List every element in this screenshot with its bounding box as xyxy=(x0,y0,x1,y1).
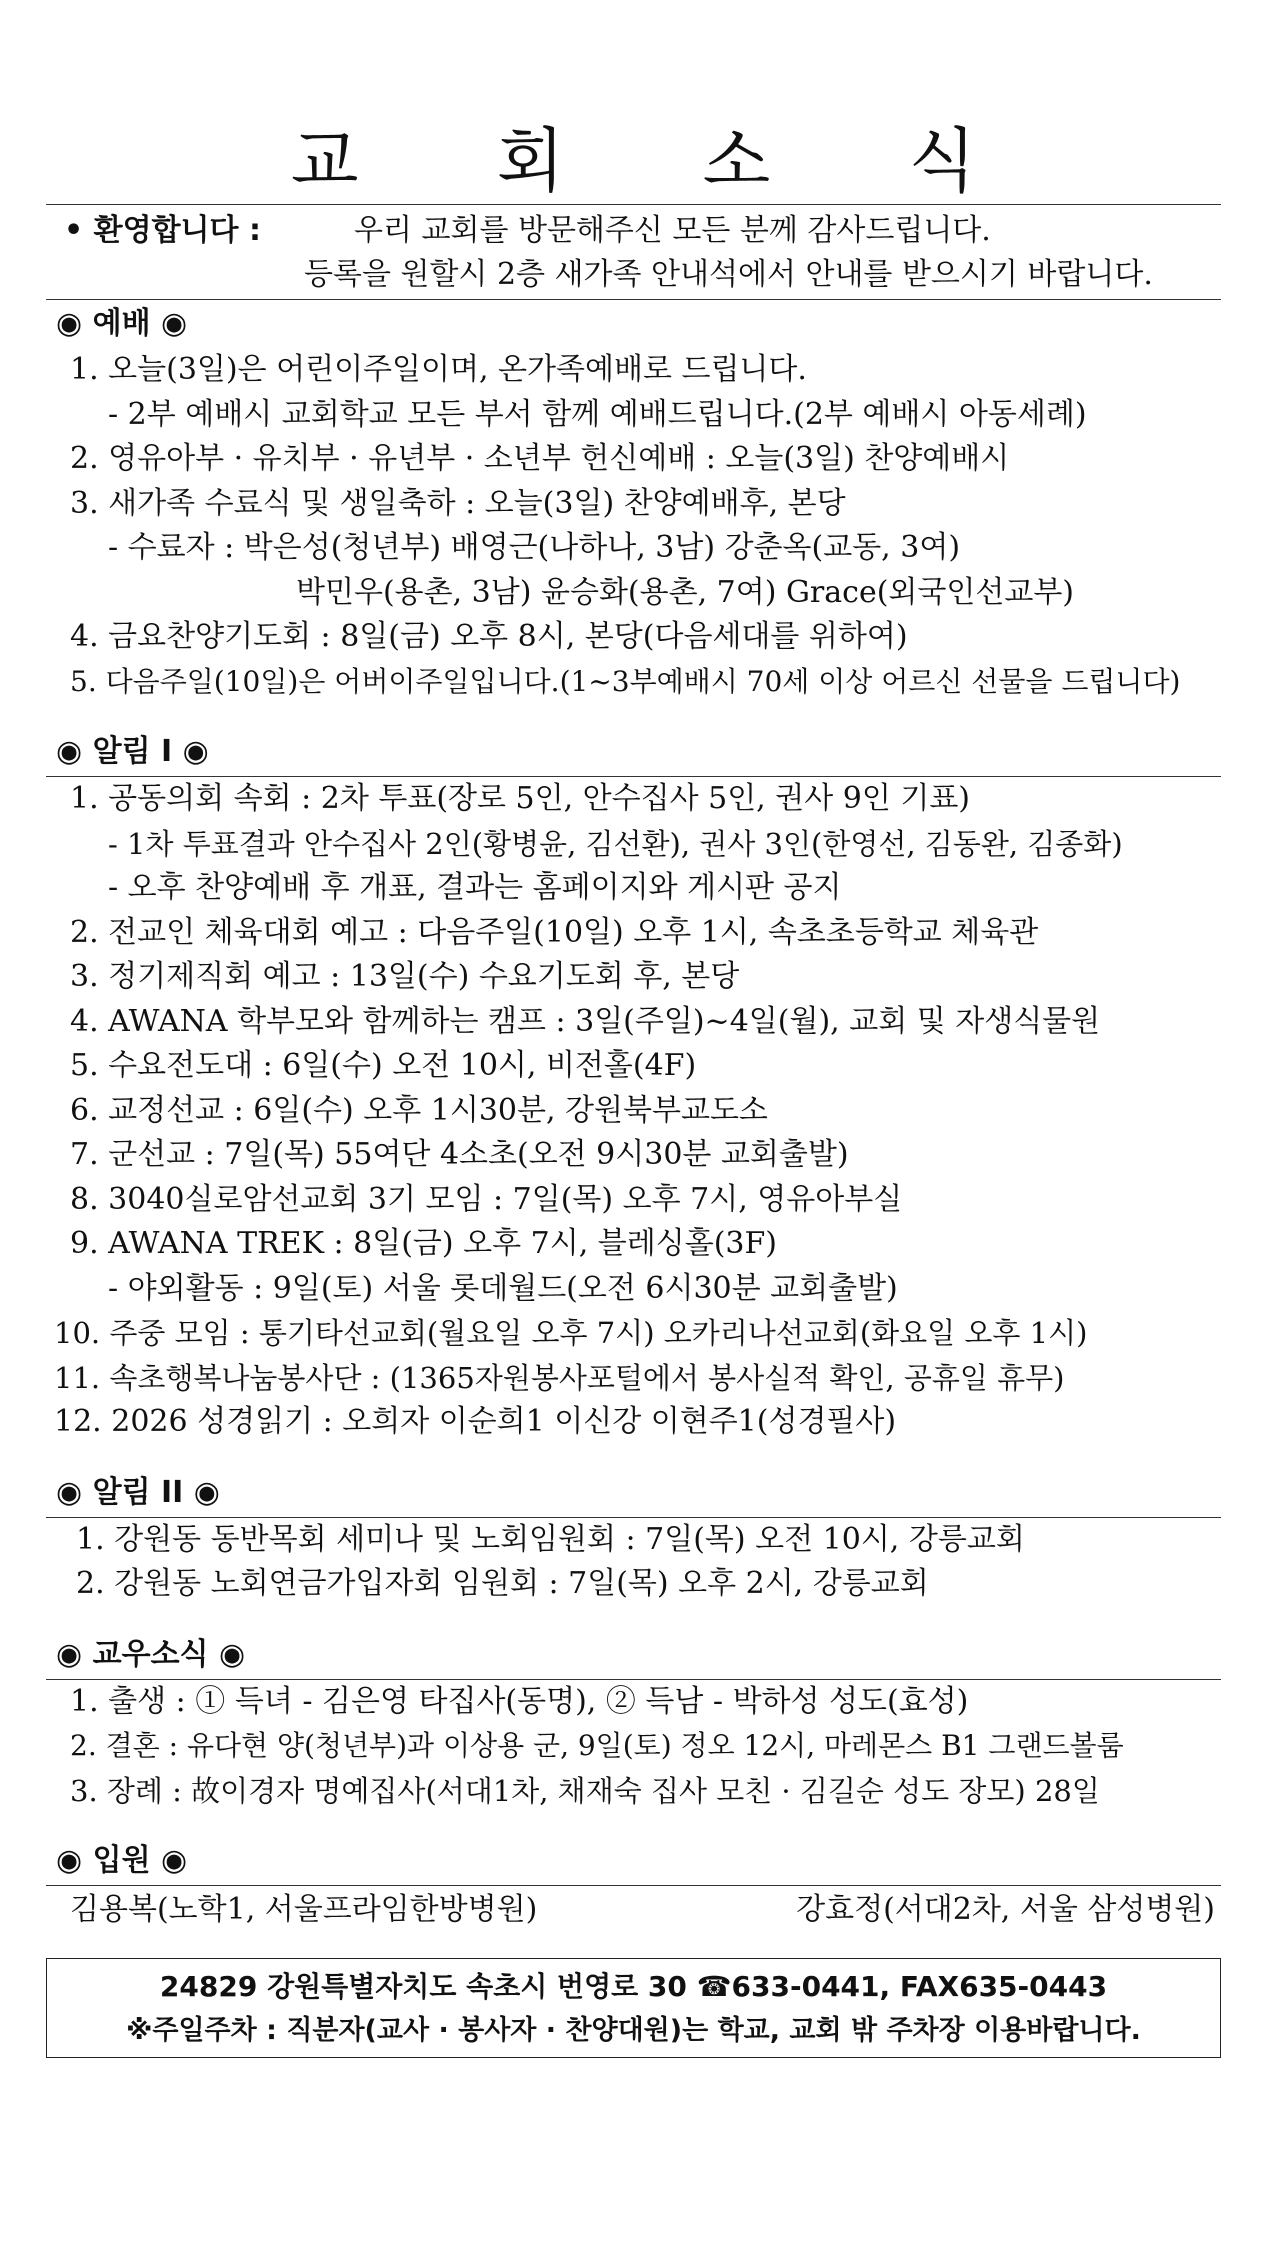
list-item: 11. 속초행복나눔봉사단 : (1365자원봉사포털에서 봉사실적 확인, 공휴일 휴무) xyxy=(54,1360,1065,1395)
list-item: 3. 정기제직회 예고 : 13일(수) 수요기도회 후, 본당 xyxy=(70,959,740,994)
section-heading-hospital: ◉ 입원 ◉ xyxy=(56,1843,188,1878)
list-item: 10. 주중 모임 : 통기타선교회(월요일 오후 7시) 오카리나선교회(화요일 오후 1시) xyxy=(54,1316,1088,1350)
worship-list xyxy=(46,348,1221,704)
list-item: - 야외활동 : 9일(토) 서울 롯데월드(오전 6시30분 교회출발) xyxy=(108,1270,898,1306)
list-item: - 수료자 : 박은성(청년부) 배영근(나하나, 3남) 강춘옥(교동, 3여) xyxy=(108,530,961,565)
page-title: 교 회 소 식 xyxy=(290,120,1035,202)
list-item: 1. 오늘(3일)은 어린이주일이며, 온가족예배로 드립니다. xyxy=(70,352,807,387)
parking-notice: ※주일주차 : 직분자(교사 · 봉사자 · 찬양대원)는 학교, 교회 밖 주차장 이용바랍니다. xyxy=(126,2015,1141,2046)
list-item: 2. 강원동 노회연금가입자회 임원회 : 7일(목) 오후 2시, 강릉교회 xyxy=(76,1566,929,1601)
list-item: 7. 군선교 : 7일(목) 55여단 4소초(오전 9시30분 교회출발) xyxy=(70,1137,849,1172)
church-address: 24829 강원특별자치도 속초시 번영로 30 ☎633-0441, FAX635-0443 xyxy=(159,1970,1108,2003)
list-item: 12. 2026 성경읽기 : 오희자 이순희1 이신강 이현주1(성경필사) xyxy=(54,1404,897,1439)
bulletin-page xyxy=(46,118,1221,2058)
hospital-entry: 강효정(서대2차, 서울 삼성병원) xyxy=(796,1892,1215,1927)
welcome-line: 등록을 원할시 2층 새가족 안내석에서 안내를 받으시기 바랍니다. xyxy=(304,257,1153,292)
list-item: 5. 수요전도대 : 6일(수) 오전 10시, 비전홀(4F) xyxy=(70,1048,697,1083)
list-item: - 1차 투표결과 안수집사 2인(황병윤, 김선환), 권사 3인(한영선, 김동완, 김종화) xyxy=(108,826,1123,861)
list-item: 1. 공동의회 속회 : 2차 투표(장로 5인, 안수집사 5인, 권사 9인 기표) xyxy=(70,781,971,816)
section-heading-members: ◉ 교우소식 ◉ xyxy=(56,1636,246,1672)
list-item: 9. AWANA TREK : 8일(금) 오후 7시, 블레싱홀(3F) xyxy=(70,1226,778,1261)
notice1-list xyxy=(46,777,1221,1445)
list-item: 4. 금요찬양기도회 : 8일(금) 오후 8시, 본당(다음세대를 위하여) xyxy=(70,619,908,654)
list-item: 3. 새가족 수료식 및 생일축하 : 오늘(3일) 찬양예배후, 본당 xyxy=(70,485,846,521)
section-heading-notice1: ◉ 알림 I ◉ xyxy=(56,734,209,769)
list-item: 2. 영유아부 · 유치부 · 유년부 · 소년부 헌신예배 : 오늘(3일) 찬양예배시 xyxy=(70,441,1010,476)
hospital-entry: 김용복(노학1, 서울프라임한방병원) xyxy=(70,1892,538,1927)
welcome-label: • 환영합니다 : xyxy=(64,213,261,248)
welcome-block xyxy=(46,205,1221,299)
footer-box xyxy=(46,1958,1221,2058)
list-item: - 오후 찬양예배 후 개표, 결과는 홈페이지와 게시판 공지 xyxy=(108,870,842,905)
list-item: 3. 장례 : 故이경자 명예집사(서대1차, 채재숙 집사 모친 · 김길순 성도 장모) 28일 xyxy=(70,1773,1100,1808)
hospital-row xyxy=(46,1886,1221,1936)
section-heading-worship: ◉ 예배 ◉ xyxy=(56,306,188,341)
notice2-list xyxy=(46,1518,1221,1607)
list-item: 4. AWANA 학부모와 함께하는 캠프 : 3일(주일)~4일(월), 교회 및 자생식물원 xyxy=(70,1003,1101,1039)
section-heading-notice2: ◉ 알림 II ◉ xyxy=(56,1474,220,1510)
list-item: 2. 결혼 : 유다현 양(청년부)과 이상용 군, 9일(토) 정오 12시, 마레몬스 B1 그랜드볼룸 xyxy=(70,1729,1124,1762)
members-list xyxy=(46,1680,1221,1814)
list-item: 1. 출생 : ① 득녀 - 김은영 타집사(동명), ② 득남 - 박하성 성도(효성) xyxy=(70,1683,969,1719)
list-item: 8. 3040실로암선교회 3기 모임 : 7일(목) 오후 7시, 영유아부실 xyxy=(70,1181,903,1217)
welcome-line: 우리 교회를 방문해주신 모든 분께 감사드립니다. xyxy=(354,213,991,248)
list-item: - 2부 예배시 교회학교 모든 부서 함께 예배드립니다.(2부 예배시 아동세례) xyxy=(108,396,1087,432)
list-item: 6. 교정선교 : 6일(수) 오후 1시30분, 강원북부교도소 xyxy=(70,1092,768,1128)
list-item: 2. 전교인 체육대회 예고 : 다음주일(10일) 오후 1시, 속초초등학교 체육관 xyxy=(70,914,1039,950)
list-item: 5. 다음주일(10일)은 어버이주일입니다.(1~3부예배시 70세 이상 어르신 선물을 드립니다) xyxy=(70,664,1181,698)
list-item: 1. 강원동 동반목회 세미나 및 노회임원회 : 7일(목) 오전 10시, 강릉교회 xyxy=(76,1521,1025,1557)
list-item: 박민우(용촌, 3남) 윤승화(용촌, 7여) Grace(외국인선교부) xyxy=(296,574,1075,610)
